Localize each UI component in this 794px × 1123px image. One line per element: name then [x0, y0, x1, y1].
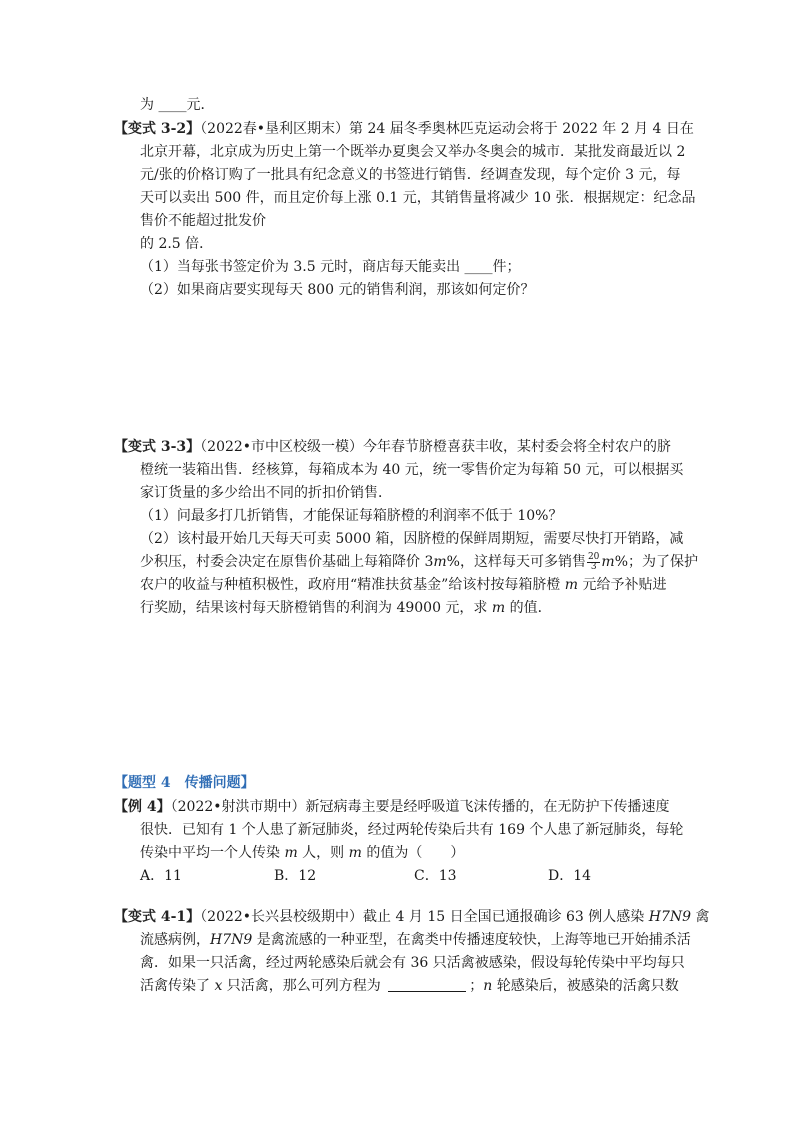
exercise-tag: 【变式 3-3】 [114, 439, 201, 455]
text-line: 很快．已知有 1 个人患了新冠肺炎，经过两轮传染后共有 169 个人患了新冠肺炎，每轮 [140, 822, 684, 838]
text-line: （2022•市中区校级一模）今年春节脐橙喜获丰收，某村委会将全村农户的脐 [200, 439, 672, 455]
exercise-tag: 【变式 3-2】 [114, 121, 201, 137]
text-line: （2022春•垦利区期末）第 24 届冬季奥林匹克运动会将于 2022 年 2 月 4 日在 [200, 121, 694, 137]
text-line: 活禽传染了 x 只活禽，那么可列方程为 ；n 轮感染后，被感染的活禽只数 [140, 978, 679, 994]
fraction: $\frac{20}{3}$ [587, 551, 600, 572]
text-line: 传染中平均一个人传染 m 人，则 m 的值为（ ） [140, 845, 465, 861]
question-1: （1）当每张书签定价为 3.5 元时，商店每天能卖出 ____件； [140, 259, 521, 275]
text-line: 家订货量的多少给出不同的折扣价销售． [140, 485, 392, 501]
text-line: 少积压，村委会决定在原售价基础上每箱降价 3m%，这样每天可多销售 $\frac{20}{3}$ m%；为了保护 [140, 551, 698, 572]
answer-blank [388, 976, 466, 992]
question-2: （2）如果商店要实现每天 800 元的销售利润，那该如何定价？ [140, 282, 535, 298]
section-heading [114, 772, 689, 795]
answer-options [114, 865, 689, 888]
option-c: C．13 [414, 868, 457, 884]
text-line: 售价不能超过批发价 [140, 213, 266, 229]
text-line: 为 ____元． [140, 97, 215, 113]
text-line: 天可以卖出 500 件，而且定价每上涨 0.1 元，其销售量将减少 10 张．根据规定：纪念品 [140, 190, 696, 206]
text-line: 行奖励，结果该村每天脐橙销售的利润为 49000 元，求 m 的值． [140, 600, 552, 616]
example-4 [114, 796, 689, 888]
text-line: 北京开幕，北京成为历史上第一个既举办夏奥会又举办冬奥会的城市．某批发商最近以 2 [140, 144, 686, 160]
exercise-3-2 [114, 118, 696, 302]
example-tag: 【例 4】 [114, 799, 171, 815]
exercise-tag: 【变式 4-1】 [114, 909, 201, 925]
exercise-3-3 [114, 436, 698, 620]
top-fragment [114, 94, 689, 117]
exercise-4-1: 【变式 4-1】（2022•长兴县校级期中）截止 4 月 15 日全国已通报确诊 63 例人感染 H7N9 禽 流感病例，H7N9 是禽流感的一种亚型，在禽类中传播速度较快，上海等地已开始捕杀活 禽．如果一只活禽，经过两轮感染后就会有 36 只活禽被感染，假设每轮传染中平均每只 活禽传染了 x 只活禽，那么可列方程为 ；n 轮感染后，被感染的活禽只数 [114, 906, 689, 998]
text-line: 橙统一装箱出售．经核算，每箱成本为 40 元，统一零售价定为每箱 50 元，可以根据买 [140, 462, 684, 478]
section-title: 【题型 4 传播问题】 [114, 775, 255, 791]
text-line: 的 2.5 倍． [140, 236, 214, 252]
question-2: （2）该村最开始几天每天可卖 5000 箱，因脐橙的保鲜周期短，需要尽快打开销路，减 [140, 531, 684, 547]
text-line: 禽．如果一只活禽，经过两轮感染后就会有 36 只活禽被感染，假设每轮传染中平均每只 [140, 955, 685, 971]
option-d: D．14 [548, 868, 592, 884]
question-1: （1）问最多打几折销售，才能保证每箱脐橙的利润率不低于 10%？ [140, 508, 563, 524]
text-line: 流感病例，H7N9 是禽流感的一种亚型，在禽类中传播速度较快，上海等地已开始捕杀活 [140, 932, 691, 948]
text-line: 元/张的价格订购了一批具有纪念意义的书签进行销售．经调查发现，每个定价 3 元，每 [140, 167, 681, 183]
text-line: 农户的收益与种植积极性，政府用“精准扶贫基金”给该村按每箱脐橙 m 元给予补贴进 [140, 577, 667, 593]
text-line: （2022•射洪市期中）新冠病毒主要是经呼吸道飞沫传播的，在无防护下传播速度 [170, 799, 670, 815]
option-b: B．12 [274, 868, 317, 884]
option-a: A．11 [140, 868, 182, 884]
